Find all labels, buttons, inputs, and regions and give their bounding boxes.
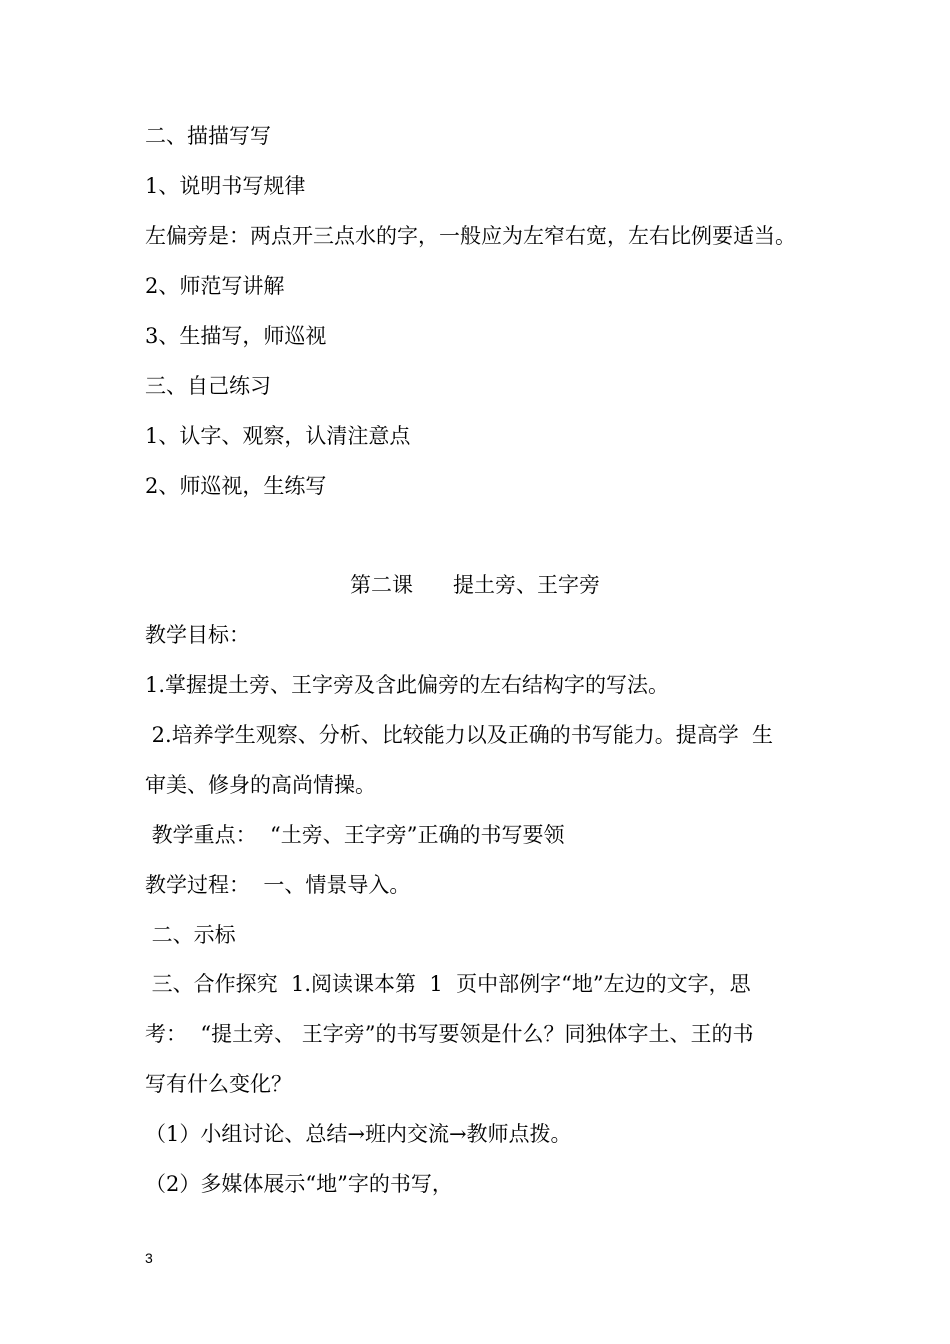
heading-key-points: 教学重点： “土旁、王字旁”正确的书写要领 <box>145 823 565 847</box>
page-number: 3 <box>145 1250 153 1266</box>
paragraph-line: 2、师范写讲解 <box>145 274 285 298</box>
heading-process: 教学过程： 一、情景导入。 <box>145 873 411 897</box>
paragraph-line: （2）多媒体展示“地”字的书写， <box>145 1172 453 1196</box>
paragraph-line: 1、说明书写规律 <box>145 174 306 198</box>
paragraph-line: 二、示标 <box>145 923 236 947</box>
paragraph-line: 审美、修身的高尚情操。 <box>145 773 376 797</box>
paragraph-line: 2、师巡视，生练写 <box>145 474 327 498</box>
paragraph-line: 1.掌握提土旁、王字旁及含此偏旁的左右结构字的写法。 <box>145 673 670 697</box>
paragraph-line: 写有什么变化？ <box>145 1072 292 1096</box>
heading-miao-xie: 二、描描写写 <box>145 124 271 148</box>
paragraph-line: 3、生描写，师巡视 <box>145 324 327 348</box>
heading-practice: 三、自己练习 <box>145 374 271 398</box>
heading-objectives: 教学目标： <box>145 623 250 647</box>
paragraph-line: 1、认字、观察，认清注意点 <box>145 424 411 448</box>
lesson-title: 第二课 提土旁、王字旁 <box>349 573 601 597</box>
paragraph-line: 三、合作探究 1.阅读课本第 1 页中部例字“地”左边的文字，思 <box>145 972 751 996</box>
paragraph-line: 考： “提土旁、 王字旁”的书写要领是什么？同独体字土、王的书 <box>145 1022 754 1046</box>
paragraph-line: 2.培养学生观察、分析、比较能力以及正确的书写能力。提高学 生 <box>145 723 774 747</box>
paragraph-line: （1）小组讨论、总结→班内交流→教师点拨。 <box>145 1122 572 1146</box>
paragraph-line: 左偏旁是：两点开三点水的字，一般应为左窄右宽，左右比例要适当。 <box>145 224 796 248</box>
